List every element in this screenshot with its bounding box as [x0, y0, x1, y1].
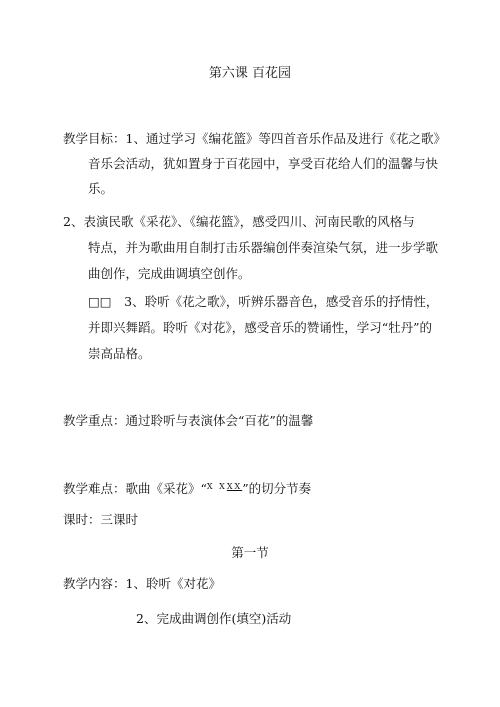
difficulty-prefix: 教学难点：歌曲《采花》“	[63, 481, 207, 496]
difficulty	[63, 479, 311, 497]
rhythm-notation-a: X X	[206, 482, 227, 491]
objective-line-6: 曲创作，完成曲调填空创作。	[88, 266, 251, 281]
class-period: 课时：三课时	[63, 512, 139, 527]
objective-line-3: 乐。	[88, 181, 114, 196]
content-line-2: 2、完成曲调创作(填空)活动	[136, 611, 292, 626]
section-heading: 第一节	[231, 545, 269, 560]
rhythm-notation-b: XX	[226, 482, 243, 491]
objective-line-7: □□ 3、聆听《花之歌》，听辨乐器音色，感受音乐的抒情性，	[88, 294, 439, 309]
objective-line-1: 教学目标：1、通过学习《编花篮》等四首音乐作品及进行《花之歌》	[63, 131, 446, 146]
objective-line-2: 音乐会活动，犹如置身于百花园中，享受百花给人们的温馨与快	[88, 156, 439, 171]
difficulty-suffix: ”的切分节奏	[242, 481, 312, 496]
objective-line-4: 2、表演民歌《采花》、《编花篮》，感受四川、河南民歌的风格与	[63, 214, 415, 229]
objective-line-5: 特点，并为歌曲用自制打击乐器编创伴奏渲染气氛，进一步学歌	[88, 240, 439, 255]
objective-line-8: 并即兴舞蹈。聆听《对花》，感受音乐的赞诵性，学习“牡丹”的	[88, 320, 433, 335]
content-line-1: 教学内容：1、聆听《对花》	[63, 576, 221, 591]
lesson-title: 第六课 百花园	[208, 66, 292, 81]
key-point: 教学重点：通过聆听与表演体会“百花”的温馨	[63, 413, 314, 428]
objective-line-9: 崇高品格。	[88, 346, 151, 361]
